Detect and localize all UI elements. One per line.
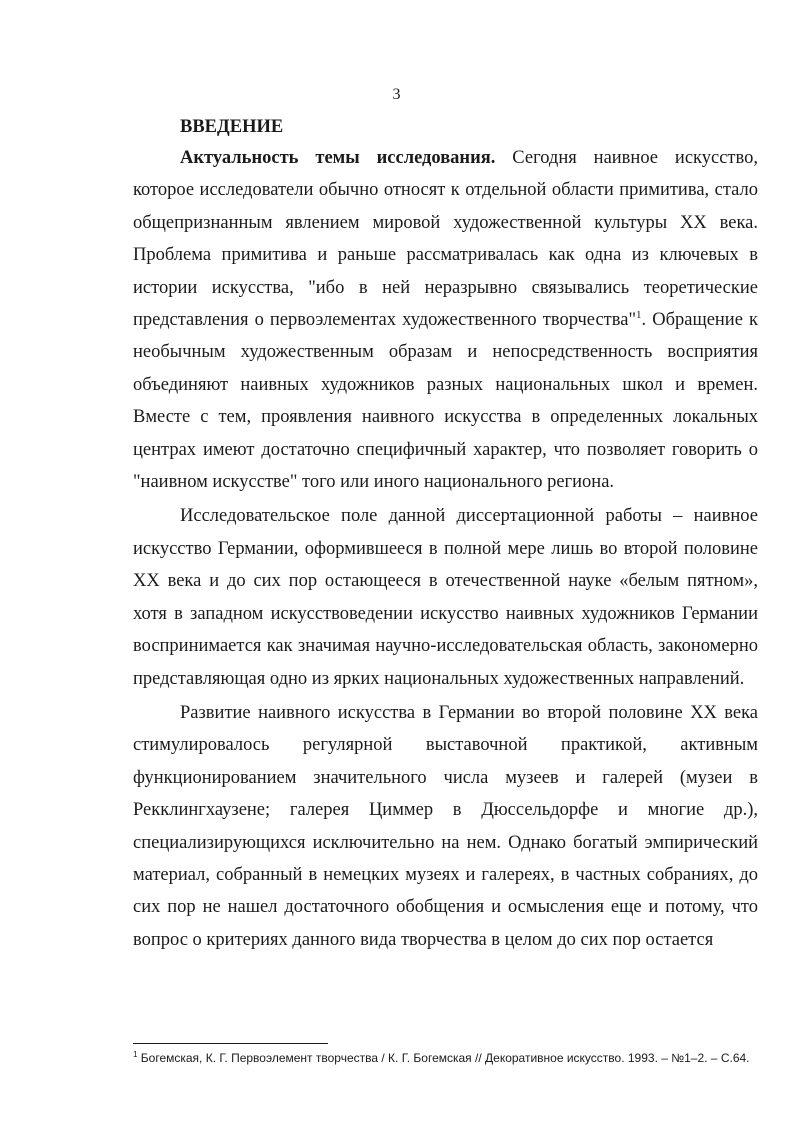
footnote-marker: 1: [133, 1050, 138, 1059]
section-heading: ВВЕДЕНИЕ: [180, 117, 284, 137]
paragraph-text: Сегодня наивное искусство, которое исследователи обычно относят к отдельной области примитива, стало общепризнанным явлением мировой художественной культуры XX века. Проблема примитива и раньше рассматривалась как одна из ключевых в истории искусства, "ибо в ней неразрывно связывались теоретические представления о первоэлементах художественного творчества": [133, 148, 759, 331]
paragraph-development: Развитие наивного искусства в Германии во второй половине XX века стимулировалось регулярной выставочной практикой, активным функционированием значительного числа музеев и галерей (музеи в Рекклингхаузене; галерея Циммер в Дюссельдорфе и многие др.), специализирующихся исключительно на нем. Однако богатый эмпирический материал, собранный в немецких музеях и галереях, в частных собраниях, до сих пор не нашел достаточного обобщения и осмысления еще и потому, что вопрос о критериях данного вида творчества в целом до сих пор остается: [133, 702, 758, 950]
footnote: [133, 1050, 758, 1066]
paragraph-relevance: [133, 142, 758, 498]
page-number: 3: [392, 86, 401, 103]
paragraph-text: . Обращение к необычным художественным образам и непосредственность восприятия объединяют наивных художников разных национальных школ и времен. Вместе с тем, проявления наивного искусства в определенных локальных центрах имеют достаточно специфичный характер, что позволяет говорить о "наивном искусстве" того или иного национального региона.: [133, 310, 758, 493]
document-body: [133, 114, 758, 956]
paragraph-lead: Актуальность темы исследования.: [180, 148, 496, 168]
footnote-divider: [133, 1043, 328, 1044]
footnote-reference[interactable]: 1: [636, 308, 642, 321]
paragraph-research-field: Исследовательское поле данной диссертационной работы – наивное искусство Германии, оформившееся в полной мере лишь во второй половине XX века и до сих пор остающееся в отечественной науке «белым пятном», хотя в западном искусствоведении искусство наивных художников Германии воспринимается как значимая научно-исследовательская область, закономерно представляющая одно из ярких национальных художественных направлений.: [133, 506, 758, 689]
footnote-text: Богемская, К. Г. Первоэлемент творчества / К. Г. Богемская // Декоративное искусство. 1993. – №1–2. – С.64.: [137, 1051, 750, 1065]
